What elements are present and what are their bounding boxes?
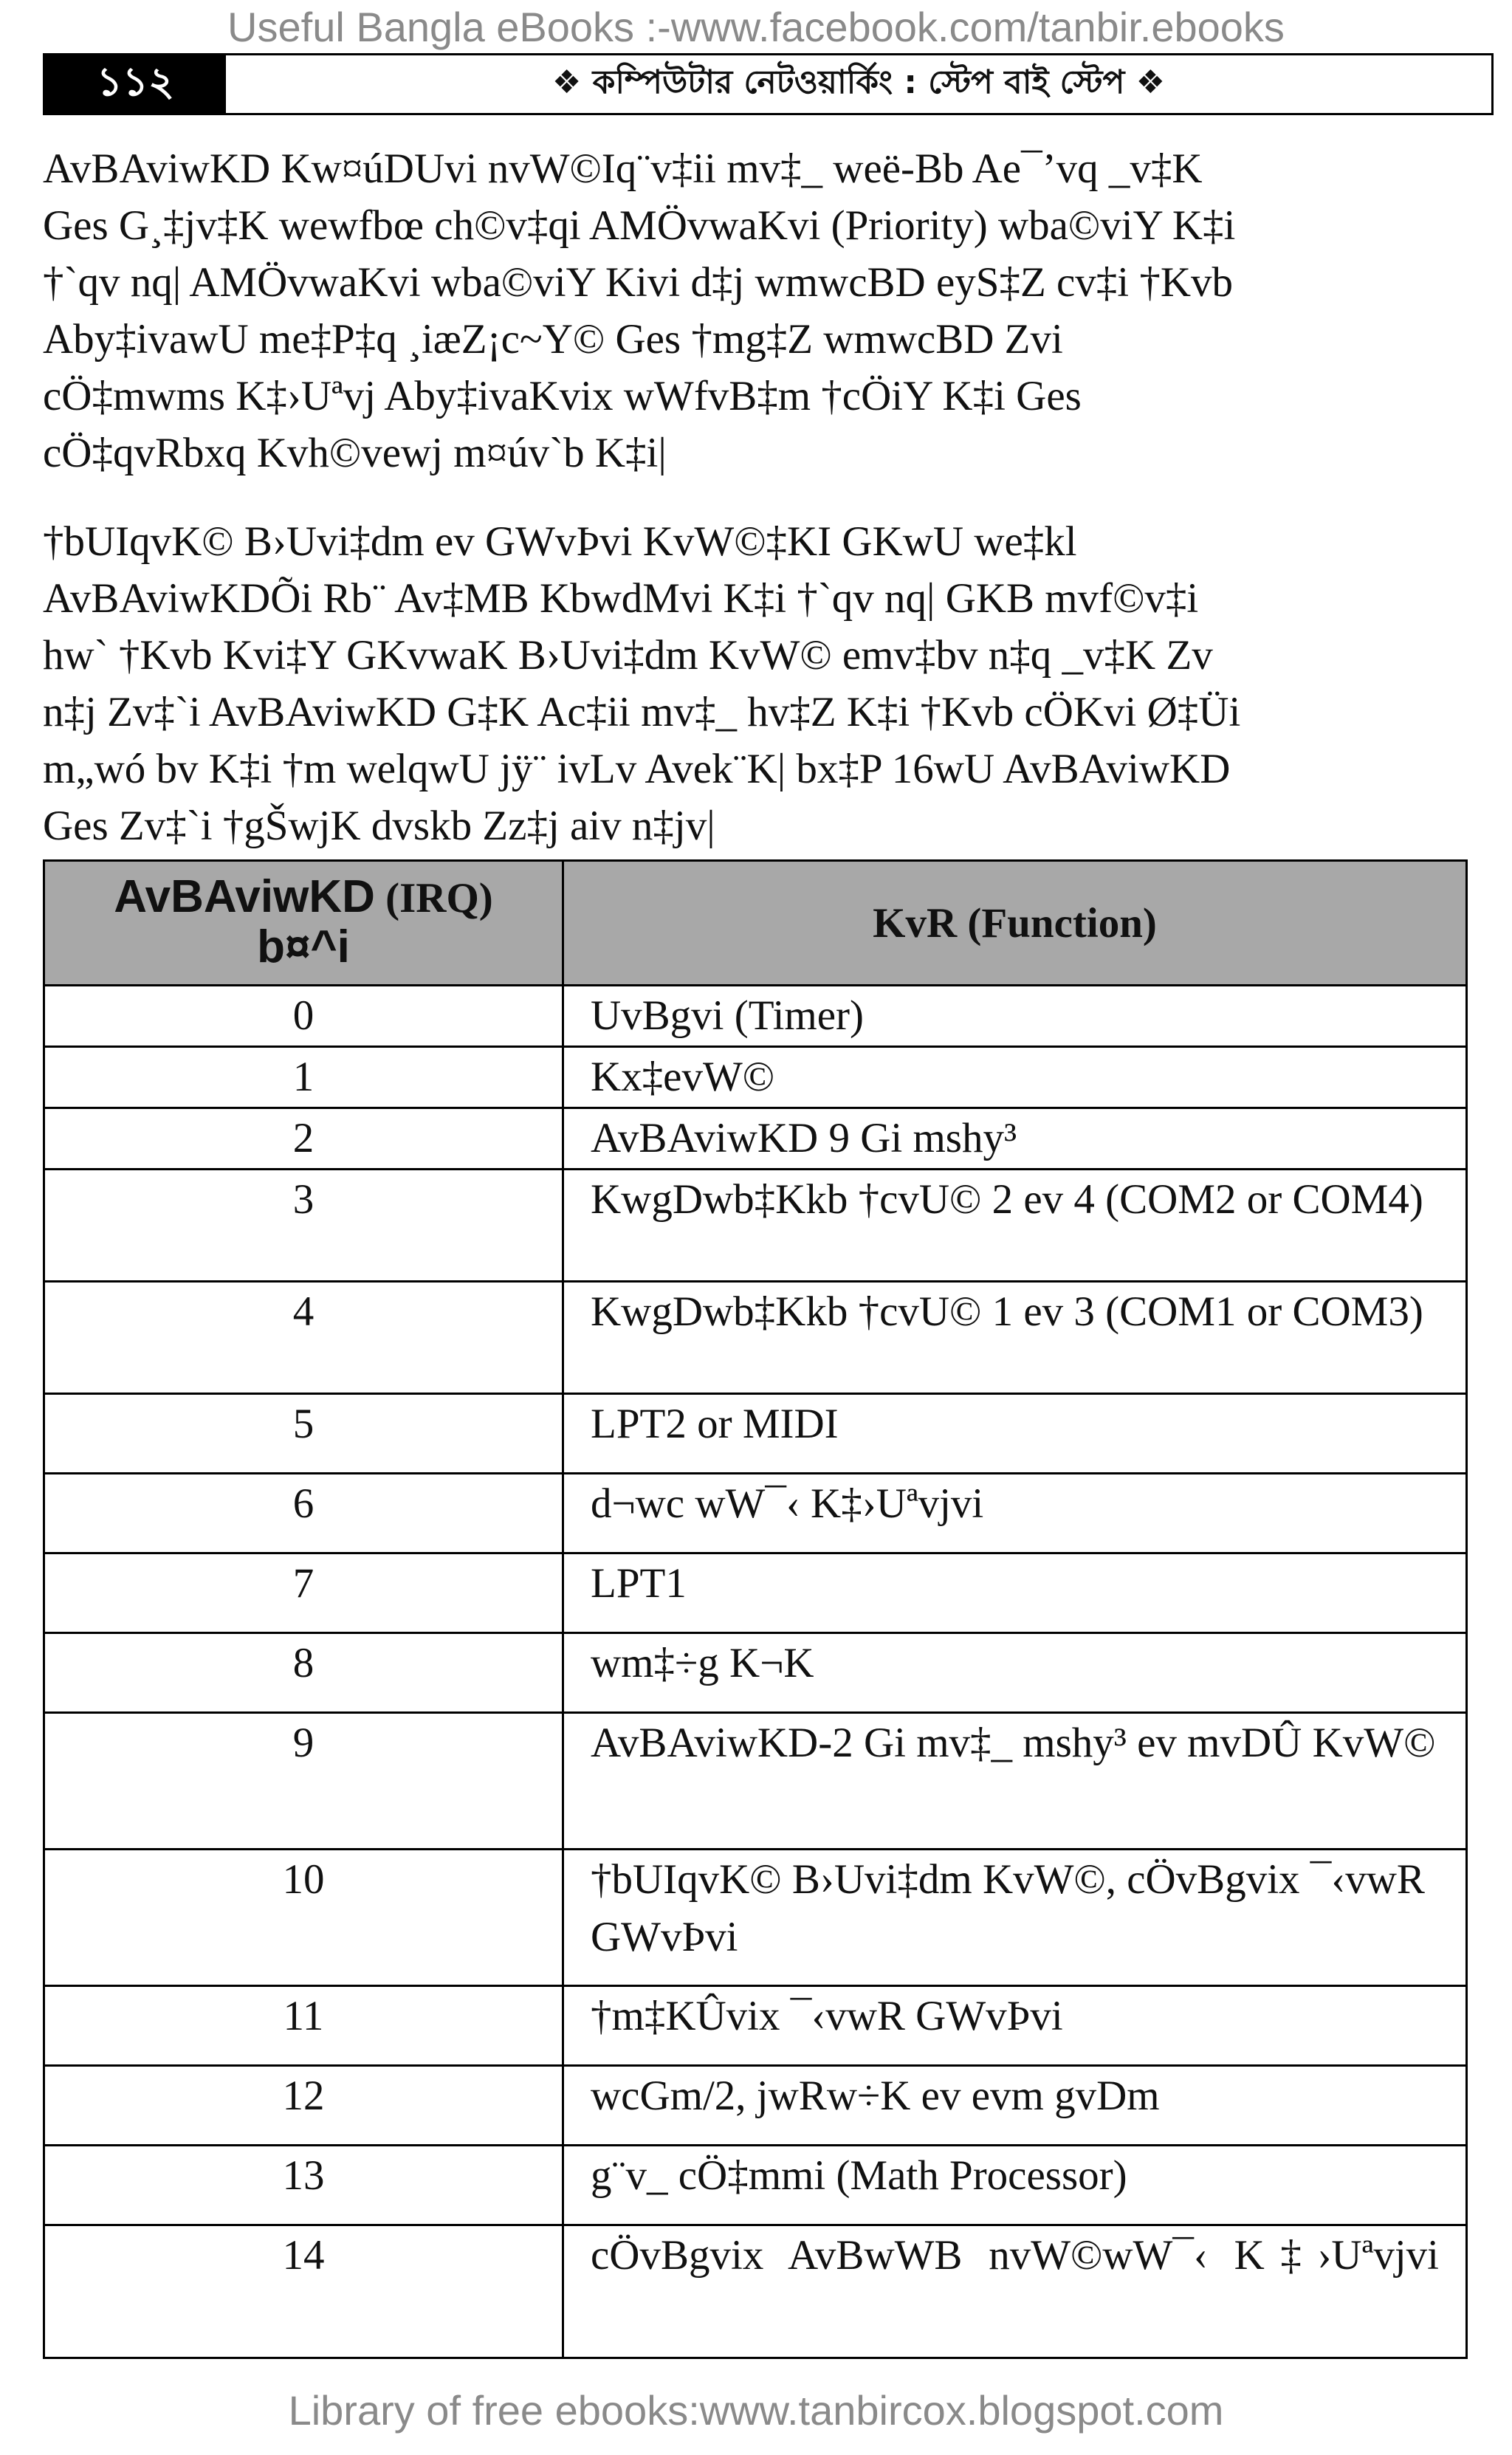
irq-cell: 14 <box>44 2225 563 2358</box>
function-cell: AvBAviwKD 9 Gi mshy³ <box>563 1108 1467 1170</box>
irq-cell: 13 <box>44 2146 563 2225</box>
paragraph-2: †bUIqvK© B›Uvi‡dm ev GWvÞvi KvW©‡KI GKwU we‡kl AvBAviwKDÕi Rb¨ Av‡MB KbwdMvi K‡i †`qv nq| GKB mvf©v‡i hw` †Kvb Kvi‡Y GKvwaK B›Uvi‡dm KvW© emv‡bv n‡q _v‡K Zv n‡j Zv‡`i AvBAviwKD G‡K Ac‡ii mv‡_ hv‡Z K‡i †Kvb cÖKvi Ø‡Üi m„wó bv K‡i †m welqwU jÿ¨ ivLv Avek¨K| bx‡P 16wU AvBAviwKD Ges Zv‡`i †gŠwjK dvskb Zz‡j aiv n‡jv| <box>43 518 1241 849</box>
watermark-top: Useful Bangla eBooks :-www.facebook.com/tanbir.ebooks <box>227 4 1285 50</box>
function-cell: wm‡÷g K¬K <box>563 1633 1467 1713</box>
page-header <box>43 53 1494 115</box>
irq-table <box>43 859 1468 2359</box>
table-row <box>44 1986 1467 2066</box>
table-row <box>44 986 1467 1047</box>
header-function-main: KvR <box>873 899 958 947</box>
function-cell: LPT1 <box>563 1553 1467 1633</box>
table-row <box>44 1474 1467 1553</box>
irq-cell: 7 <box>44 1553 563 1633</box>
table-row <box>44 1713 1467 1850</box>
table-row <box>44 1553 1467 1633</box>
table-row <box>44 1633 1467 1713</box>
function-cell: UvBgvi (Timer) <box>563 986 1467 1047</box>
table-row <box>44 1108 1467 1170</box>
header-function <box>563 861 1467 986</box>
function-cell: KwgDwb‡Kkb †cvU© 2 ev 4 (COM2 or COM4) <box>563 1170 1467 1282</box>
table-row <box>44 1850 1467 1986</box>
watermark-bottom: Library of free ebooks:www.tanbircox.blogspot.com <box>288 2387 1224 2434</box>
irq-cell: 3 <box>44 1170 563 1282</box>
function-cell: LPT2 or MIDI <box>563 1394 1467 1474</box>
irq-cell: 2 <box>44 1108 563 1170</box>
table-row <box>44 1170 1467 1282</box>
irq-cell: 9 <box>44 1713 563 1850</box>
function-cell: wcGm/2, jwRw÷K ev evm gvDm <box>563 2066 1467 2146</box>
irq-cell: 11 <box>44 1986 563 2066</box>
irq-cell: 4 <box>44 1282 563 1394</box>
header-irq-paren: (IRQ) <box>385 875 493 921</box>
irq-cell: 1 <box>44 1047 563 1108</box>
table-row <box>44 1282 1467 1394</box>
table-row <box>44 1047 1467 1108</box>
function-cell: d¬wc wW¯‹ K‡›Uªvjvi <box>563 1474 1467 1553</box>
header-irq-number <box>44 861 563 986</box>
paragraph-1: AvBAviwKD Kw¤úDUvi nvW©Iq¨v‡ii mv‡_ weë-Bb Ae¯’vq _v‡K Ges G¸‡jv‡K wewfbœ ch©v‡qi AMÖvwaKvi (Priority) wba©viY K‡i †`qv nq| AMÖvwaKvi wba©viY Kivi d‡j wmwcBD eyS‡Z cv‡i †Kvb Aby‡ivawU me‡P‡q ¸iæZ¡c~Y© Ges †mg‡Z wmwcBD Zvi cÖ‡mwms K‡›Uªvj Aby‡ivaKvix wWfvB‡m †cÖiY K‡i Ges cÖ‡qvRbxq Kvh©vewj m¤úv`b K‡i| <box>43 145 1236 476</box>
irq-cell: 6 <box>44 1474 563 1553</box>
table-row <box>44 1394 1467 1474</box>
page-number: ১১২ <box>45 55 226 113</box>
function-cell: KwgDwb‡Kkb †cvU© 1 ev 3 (COM1 or COM3) <box>563 1282 1467 1394</box>
irq-cell: 8 <box>44 1633 563 1713</box>
irq-cell: 0 <box>44 986 563 1047</box>
header-function-paren: (Function) <box>967 899 1157 947</box>
function-cell: †m‡KÛvix ¯‹vwR GWvÞvi <box>563 1986 1467 2066</box>
header-irq-main: AvBAviwKD <box>114 871 375 922</box>
irq-cell: 12 <box>44 2066 563 2146</box>
function-cell: cÖvBgvix AvBwWB nvW©wW¯‹ K‡›Uªvjvi <box>563 2225 1467 2358</box>
table-row <box>44 2066 1467 2146</box>
function-cell: †bUIqvK© B›Uvi‡dm KvW©, cÖvBgvix ¯‹vwR GWvÞvi <box>563 1850 1467 1986</box>
table-row <box>44 2146 1467 2225</box>
book-title: ❖ কম্পিউটার নেটওয়ার্কিং : স্টেপ বাই স্টেপ ❖ <box>551 63 1166 101</box>
function-cell: Kx‡evW© <box>563 1047 1467 1108</box>
function-cell: g¨v_ cÖ‡mmi (Math Processor) <box>563 2146 1467 2225</box>
header-irq-line2: b¤^i <box>257 921 350 972</box>
irq-cell: 10 <box>44 1850 563 1986</box>
table-header-row <box>44 861 1467 986</box>
table-row <box>44 2225 1467 2358</box>
irq-cell: 5 <box>44 1394 563 1474</box>
function-cell: AvBAviwKD-2 Gi mv‡_ mshy³ ev mvDÛ KvW© <box>563 1713 1467 1850</box>
